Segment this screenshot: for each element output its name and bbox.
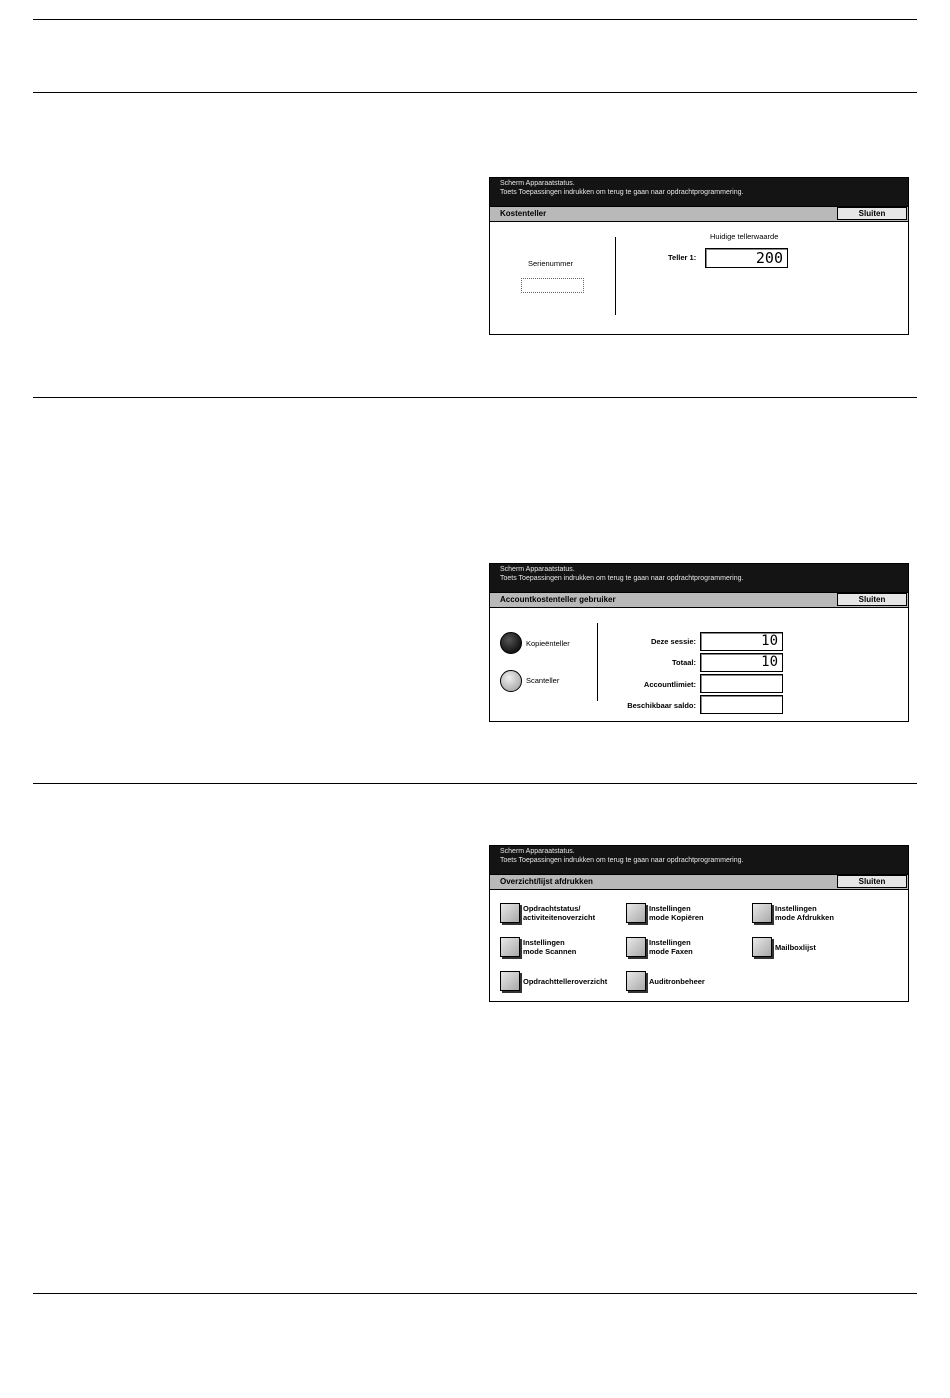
close-button[interactable]: Sluiten	[837, 207, 907, 220]
button-square-icon	[500, 903, 520, 923]
status-message-line2: Toets Toepassingen indrukken om terug te gaan naar opdrachtprogrammering.	[500, 575, 744, 582]
button-square-icon	[626, 903, 646, 923]
button-label: Instellingen mode Afdrukken	[775, 904, 834, 922]
user-account-meter-screen	[489, 563, 909, 722]
available-balance-value	[700, 695, 783, 714]
auditron-administration-button[interactable]	[626, 971, 741, 993]
status-message-line2: Toets Toepassingen indrukken om terug te gaan naar opdrachtprogrammering.	[500, 857, 744, 864]
screen-title: Accountkostenteller gebruiker	[500, 595, 616, 604]
page-rule-4	[33, 783, 917, 784]
job-status-report-button[interactable]	[500, 903, 615, 925]
button-square-icon	[752, 937, 772, 957]
status-message-line2: Toets Toepassingen indrukken om terug te gaan naar opdrachtprogrammering.	[500, 189, 744, 196]
account-limit-label: Accountlimiet:	[643, 680, 696, 689]
button-label: Instellingen mode Faxen	[649, 938, 693, 956]
this-session-value: 10	[700, 632, 783, 651]
status-message-line1: Scherm Apparaatstatus.	[500, 180, 575, 187]
button-label: Opdrachtstatus/ activiteitenoverzicht	[523, 904, 596, 922]
total-value: 10	[700, 653, 783, 672]
button-label: Opdrachttelleroverzicht	[523, 977, 608, 986]
button-label: Mailboxlijst	[775, 943, 816, 952]
serial-number-field	[521, 278, 584, 293]
copy-meter-radio[interactable]	[500, 632, 522, 654]
scan-meter-radio[interactable]	[500, 670, 522, 692]
button-square-icon	[500, 937, 520, 957]
current-value-label: Huidige tellerwaarde	[710, 232, 779, 241]
job-counter-report-button[interactable]	[500, 971, 620, 993]
button-square-icon	[626, 971, 646, 991]
button-label: Instellingen mode Scannen	[523, 938, 577, 956]
screen-title: Kostenteller	[500, 209, 547, 218]
print-mode-settings-button[interactable]	[752, 903, 867, 925]
fax-mode-settings-button[interactable]	[626, 937, 741, 959]
divider	[597, 623, 598, 701]
scan-meter-label: Scanteller	[526, 676, 560, 685]
print-report-screen	[489, 845, 909, 1002]
status-message-bar	[490, 178, 908, 206]
status-message-bar	[490, 846, 908, 874]
button-label: Auditronbeheer	[649, 977, 705, 986]
copy-mode-settings-button[interactable]	[626, 903, 741, 925]
page-rule-2	[33, 92, 917, 93]
screen-titlebar	[490, 874, 908, 890]
counter-1-value: 200	[705, 248, 788, 268]
account-limit-value	[700, 674, 783, 693]
available-balance-label: Beschikbaar saldo:	[627, 701, 696, 710]
status-message-line1: Scherm Apparaatstatus.	[500, 848, 575, 855]
screen-body	[490, 890, 908, 1000]
screen-body	[490, 608, 908, 720]
divider	[615, 237, 616, 315]
page-rule-1	[33, 19, 917, 20]
copy-meter-label: Kopieënteller	[526, 639, 570, 648]
button-square-icon	[500, 971, 520, 991]
serial-number-label: Serienummer	[528, 259, 574, 268]
close-button[interactable]: Sluiten	[837, 593, 907, 606]
page-rule-3	[33, 397, 917, 398]
screen-titlebar	[490, 592, 908, 608]
this-session-label: Deze sessie:	[650, 637, 696, 646]
button-square-icon	[626, 937, 646, 957]
button-label: Instellingen mode Kopiëren	[649, 904, 704, 922]
page-rule-5	[33, 1293, 917, 1294]
mailbox-list-button[interactable]	[752, 937, 867, 959]
scan-mode-settings-button[interactable]	[500, 937, 615, 959]
billing-meter-screen	[489, 177, 909, 335]
counter-1-label: Teller 1:	[668, 253, 697, 262]
total-label: Totaal:	[671, 658, 696, 667]
status-message-bar	[490, 564, 908, 592]
close-button[interactable]: Sluiten	[837, 875, 907, 888]
screen-titlebar	[490, 206, 908, 222]
screen-body	[490, 222, 908, 333]
button-square-icon	[752, 903, 772, 923]
screen-title: Overzicht/lijst afdrukken	[500, 877, 593, 886]
status-message-line1: Scherm Apparaatstatus.	[500, 566, 575, 573]
